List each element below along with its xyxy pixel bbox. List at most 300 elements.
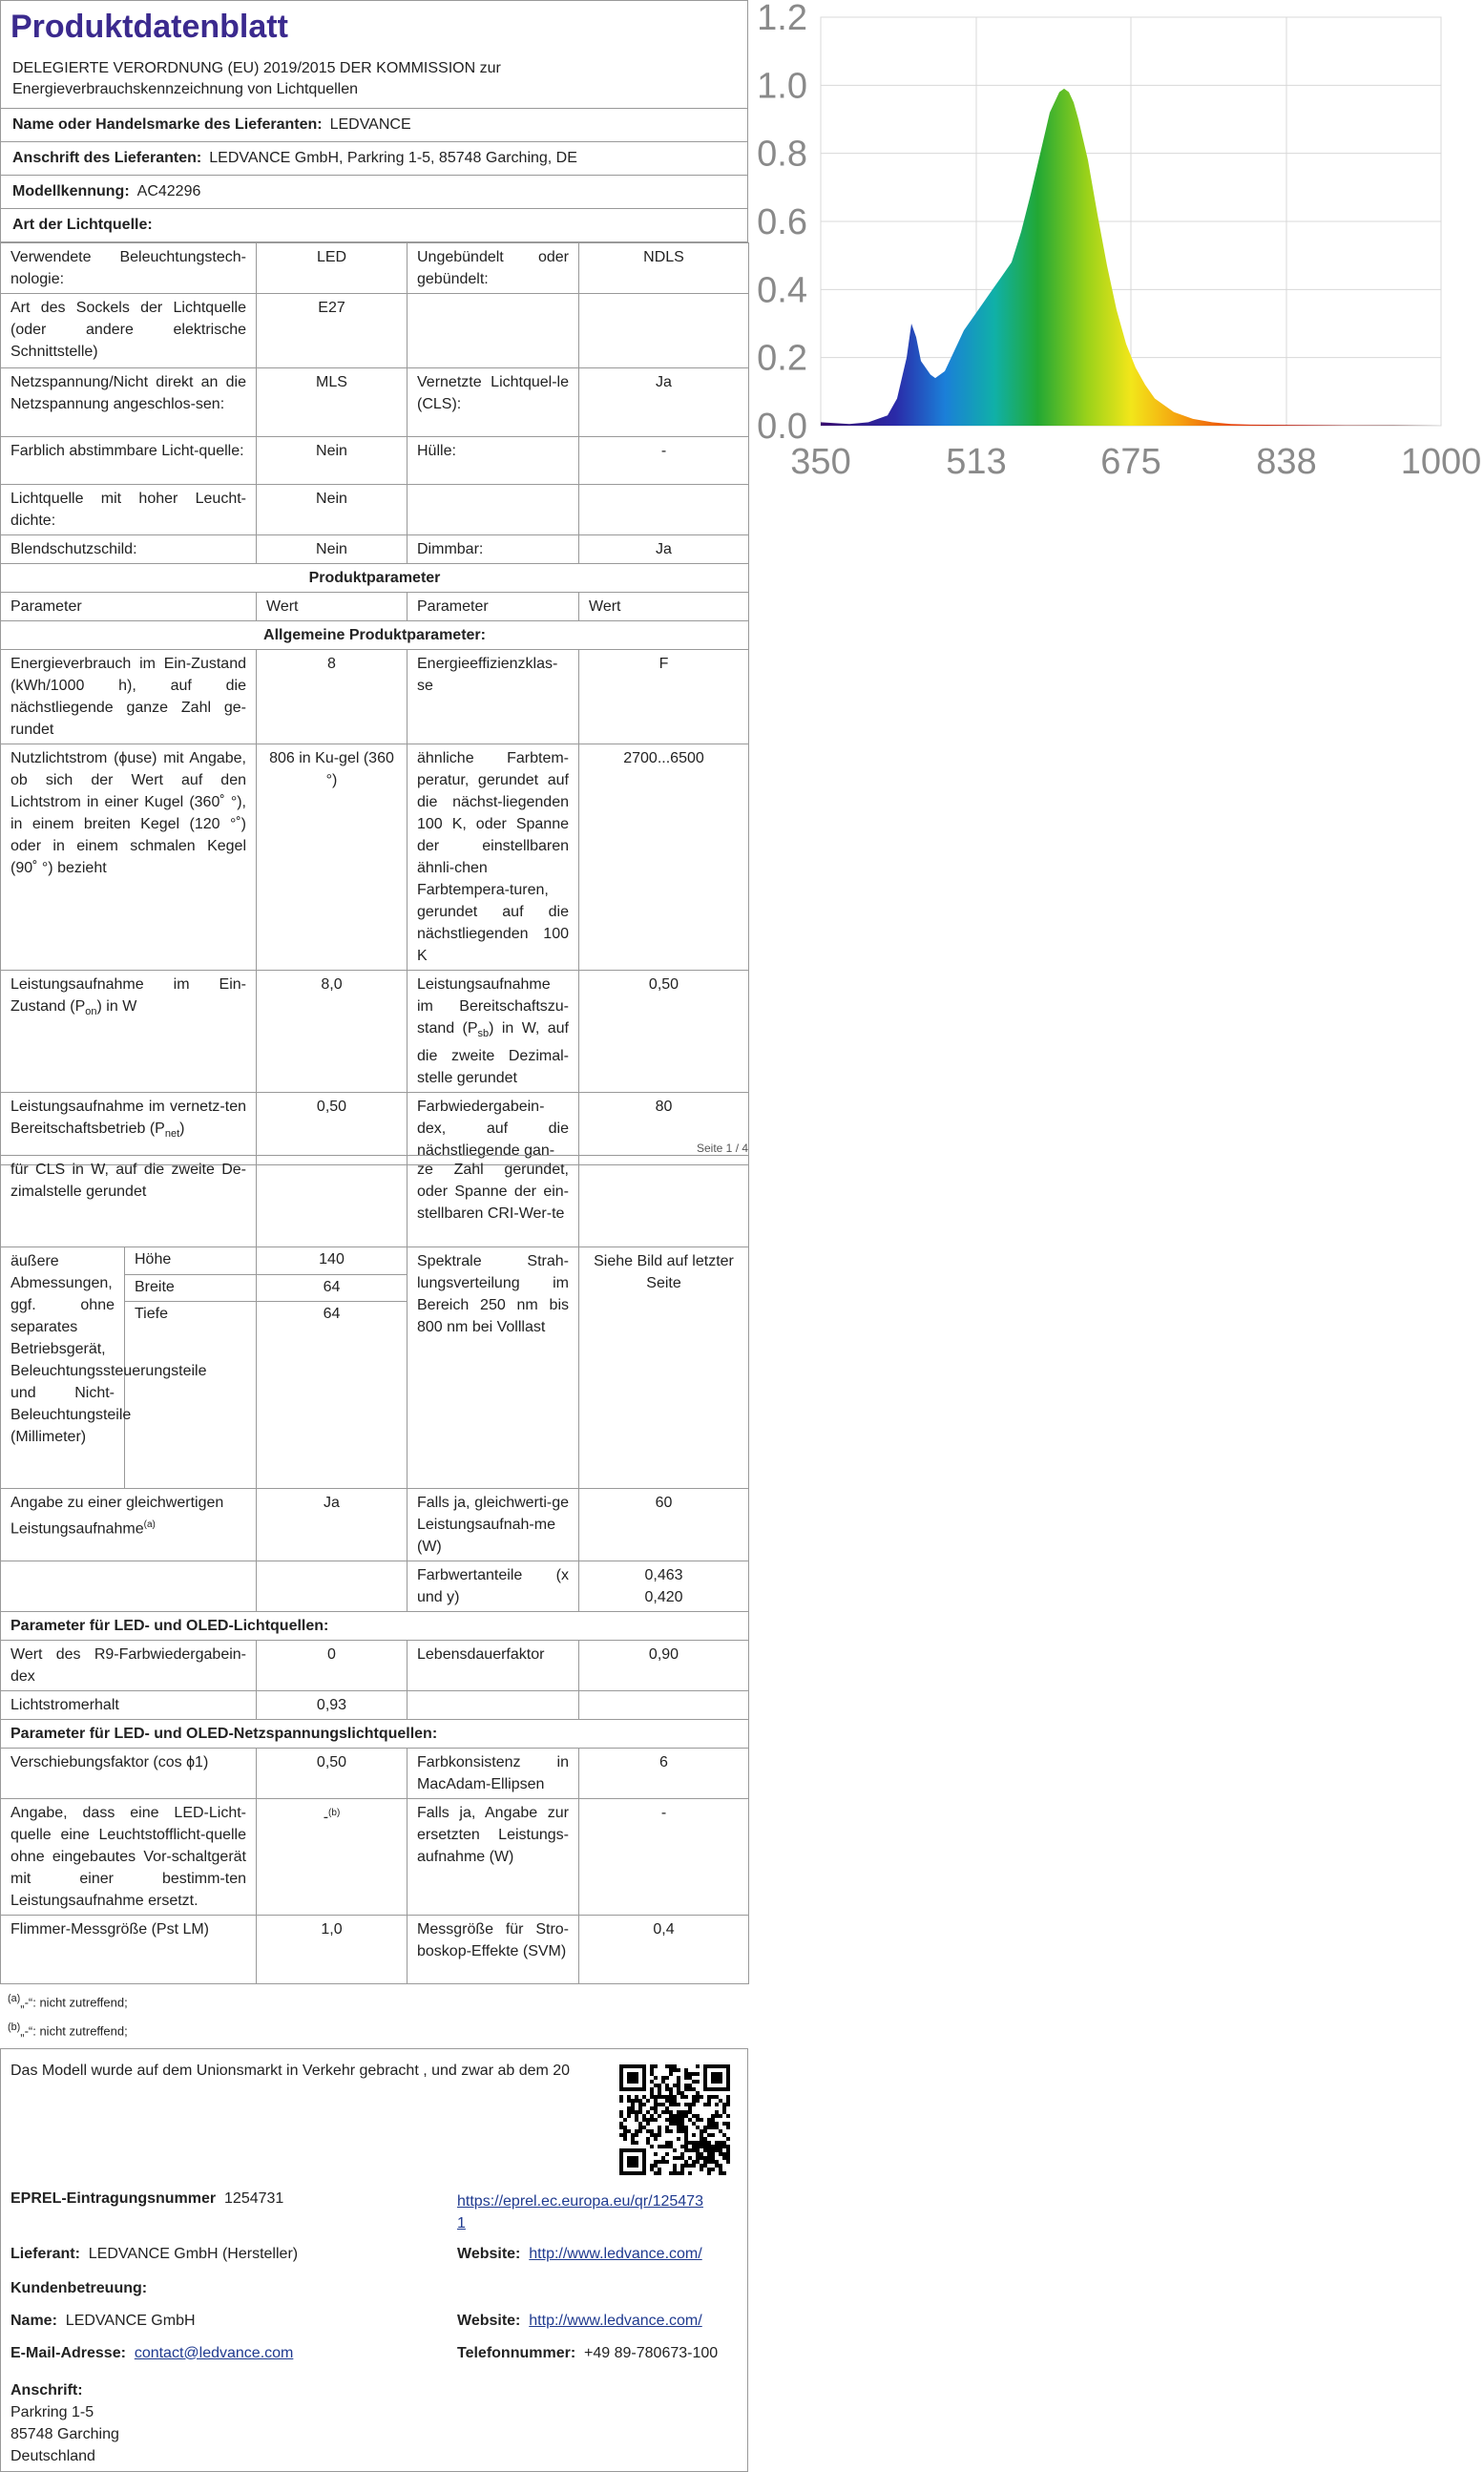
qr-module xyxy=(669,2087,673,2091)
qr-module xyxy=(654,2171,658,2175)
qr-module xyxy=(692,2087,696,2091)
param-label: Messgröße für Stro-boskop-Effekte (SVM) xyxy=(408,1916,579,1984)
param-value: Ja xyxy=(579,535,749,564)
qr-module xyxy=(619,2122,623,2126)
qr-module xyxy=(627,2072,638,2084)
qr-module xyxy=(711,2126,715,2129)
qr-module xyxy=(650,2091,654,2095)
qr-module xyxy=(623,2133,627,2137)
column-header: Parameter xyxy=(408,593,579,621)
qr-module xyxy=(684,2068,688,2072)
table-row xyxy=(1,1691,749,1720)
qr-module xyxy=(726,2114,730,2118)
qr-module xyxy=(684,2137,688,2141)
qr-module xyxy=(692,2164,696,2168)
qr-module xyxy=(711,2152,715,2156)
param-value: 6 xyxy=(579,1749,749,1799)
qr-module xyxy=(677,2137,680,2141)
param-value: Nein xyxy=(257,535,408,564)
qr-module xyxy=(726,2126,730,2129)
qr-module xyxy=(650,2118,654,2122)
qr-module xyxy=(688,2141,692,2145)
qr-module xyxy=(635,2095,638,2099)
table-row xyxy=(1,294,749,368)
phone-label: Telefonnummer: xyxy=(457,2344,576,2361)
qr-module xyxy=(654,2164,658,2168)
qr-module xyxy=(635,2118,638,2122)
qr-module xyxy=(654,2084,658,2087)
qr-module xyxy=(658,2087,661,2091)
qr-module xyxy=(684,2103,688,2106)
qr-module xyxy=(703,2164,707,2168)
dimension-name: Breite xyxy=(125,1274,257,1302)
param-value xyxy=(257,1561,408,1612)
param-label: Lichtstromerhalt xyxy=(1,1691,257,1720)
qr-module xyxy=(677,2091,680,2095)
param-value: MLS xyxy=(257,368,408,437)
cs-website-row xyxy=(457,2313,702,2330)
qr-module xyxy=(692,2148,696,2152)
qr-module xyxy=(627,2114,631,2118)
qr-module xyxy=(646,2141,650,2145)
param-label xyxy=(408,485,579,535)
qr-module xyxy=(673,2068,677,2072)
qr-module xyxy=(680,2156,684,2160)
param-value: Ja xyxy=(257,1489,408,1561)
qr-module xyxy=(688,2106,692,2110)
qr-module xyxy=(669,2095,673,2099)
qr-module xyxy=(696,2145,700,2148)
param-label xyxy=(408,1691,579,1720)
qr-module xyxy=(635,2133,638,2137)
qr-module xyxy=(719,2145,722,2148)
qr-module xyxy=(707,2168,711,2171)
qr-module xyxy=(661,2145,665,2148)
qr-module xyxy=(654,2099,658,2103)
qr-module xyxy=(684,2148,688,2152)
param-value xyxy=(579,1561,749,1612)
qr-module xyxy=(627,2156,638,2168)
address-line: 85748 Garching xyxy=(10,2425,119,2442)
model-value: AC42296 xyxy=(136,183,201,199)
table-row xyxy=(1,744,749,971)
qr-module xyxy=(642,2114,646,2118)
param-value: 806 in Ku-gel (360 °) xyxy=(257,744,408,971)
param-label: Flimmer-Messgröße (Pst LM) xyxy=(1,1916,257,1984)
qr-module xyxy=(707,2156,711,2160)
qr-module xyxy=(635,2141,638,2145)
qr-module xyxy=(650,2145,654,2148)
qr-module xyxy=(684,2129,688,2133)
qr-module xyxy=(684,2145,688,2148)
qr-module xyxy=(665,2160,669,2164)
chroma-x: 0,463 xyxy=(644,1567,683,1583)
param-label: Farbwiedergabein-dex, auf die nächstliegende gan- xyxy=(408,1093,579,1165)
qr-module xyxy=(684,2164,688,2168)
qr-module xyxy=(684,2141,688,2145)
param-value: 0,90 xyxy=(579,1641,749,1691)
supplier-name-label: Name oder Handelsmarke des Lieferanten: xyxy=(12,116,323,133)
table-row xyxy=(1,1561,749,1612)
table-row xyxy=(1,650,749,744)
mains-params-heading: Parameter für LED- und OLED-Netzspannungslichtquellen: xyxy=(1,1720,749,1749)
qr-module xyxy=(669,2114,673,2118)
qr-module xyxy=(627,2110,631,2114)
param-label: Ungebündelt oder gebündelt: xyxy=(408,243,579,294)
qr-module xyxy=(665,2076,669,2080)
qr-module xyxy=(703,2129,707,2133)
qr-module xyxy=(623,2118,627,2122)
cs-phone-row xyxy=(457,2345,718,2362)
qr-module xyxy=(631,2141,635,2145)
qr-module xyxy=(711,2156,715,2160)
param-label: Nutzlichtstrom (ϕuse) mit Angabe, ob sich der Wert auf den Lichtstrom in einer Kugel (360˚ °), in einem breiten Kegel (120 °˚) oder in einem schmalen Kegel (90˚ °) bezieht xyxy=(1,744,257,971)
qr-module xyxy=(680,2171,684,2175)
qr-module xyxy=(619,2114,623,2118)
table-row xyxy=(1,1156,749,1247)
x-tick-label: 1000 xyxy=(1400,442,1482,482)
qr-module xyxy=(688,2084,692,2087)
eprel-label: EPREL-Eintragungsnummer xyxy=(10,2189,217,2207)
qr-module xyxy=(661,2160,665,2164)
cs-name-row xyxy=(10,2313,196,2330)
y-tick-label: 0.8 xyxy=(757,134,807,175)
qr-module xyxy=(635,2099,638,2103)
qr-module xyxy=(673,2084,677,2087)
qr-module xyxy=(722,2133,726,2137)
qr-module xyxy=(673,2168,677,2171)
qr-module xyxy=(677,2080,680,2084)
qr-module xyxy=(688,2171,692,2175)
qr-module xyxy=(684,2087,688,2091)
qr-module xyxy=(669,2072,673,2076)
qr-module xyxy=(722,2110,726,2114)
qr-module xyxy=(619,2126,623,2129)
qr-module xyxy=(680,2164,684,2168)
param-value: 8,0 xyxy=(257,971,408,1093)
dimension-value: 64 xyxy=(257,1274,408,1302)
qr-module xyxy=(654,2160,658,2164)
table-row xyxy=(1,243,749,294)
qr-module xyxy=(665,2152,669,2156)
qr-module xyxy=(627,2099,631,2103)
qr-module xyxy=(650,2114,654,2118)
continued-params-table xyxy=(0,1155,749,1984)
param-label: ze Zahl gerundet, oder Spanne der ein-stellbaren CRI-Wer-te xyxy=(408,1156,579,1247)
website-link[interactable]: http://www.ledvance.com/ xyxy=(529,2245,702,2262)
qr-module xyxy=(661,2095,665,2099)
qr-module xyxy=(696,2064,700,2068)
qr-module xyxy=(680,2122,684,2126)
qr-module xyxy=(703,2137,707,2141)
column-header: Wert xyxy=(579,593,749,621)
qr-module xyxy=(700,2129,703,2133)
param-label: Farblich abstimmbare Licht-quelle: xyxy=(1,437,257,485)
param-value: Siehe Bild auf letzter Seite xyxy=(579,1247,749,1489)
param-value: 0 xyxy=(257,1641,408,1691)
qr-module xyxy=(638,2106,642,2110)
qr-module xyxy=(719,2171,722,2175)
qr-module xyxy=(650,2072,654,2076)
param-label: Falls ja, Angabe zur ersetzten Leistungs-aufnahme (W) xyxy=(408,1799,579,1916)
spectral-chart xyxy=(754,0,1484,515)
qr-module xyxy=(638,2099,642,2103)
x-tick-label: 513 xyxy=(946,442,1007,482)
qr-module xyxy=(703,2145,707,2148)
qr-module xyxy=(684,2114,688,2118)
qr-module xyxy=(665,2126,669,2129)
qr-module xyxy=(638,2129,642,2133)
qr-module xyxy=(700,2168,703,2171)
qr-module xyxy=(726,2137,730,2141)
qr-module xyxy=(669,2064,673,2068)
qr-module xyxy=(711,2168,715,2171)
qr-module xyxy=(680,2152,684,2156)
qr-module xyxy=(684,2133,688,2137)
qr-module xyxy=(658,2168,661,2171)
param-label: Lebensdauerfaktor xyxy=(408,1641,579,1691)
qr-module xyxy=(692,2099,696,2103)
qr-module xyxy=(700,2137,703,2141)
qr-module xyxy=(646,2137,650,2141)
qr-module xyxy=(722,2156,726,2160)
qr-module xyxy=(677,2103,680,2106)
qr-module xyxy=(623,2126,627,2129)
qr-module xyxy=(692,2145,696,2148)
param-label: Falls ja, gleichwerti-ge Leistungsaufnah-me (W) xyxy=(408,1489,579,1561)
x-tick-label: 838 xyxy=(1256,442,1317,482)
qr-module xyxy=(665,2118,669,2122)
qr-module xyxy=(650,2064,654,2068)
qr-module xyxy=(711,2133,715,2137)
qr-module xyxy=(703,2156,707,2160)
param-label: Art des Sockels der Lichtquelle (oder andere elektrische Schnittstelle) xyxy=(1,294,257,368)
qr-module xyxy=(623,2137,627,2141)
qr-module xyxy=(715,2095,719,2099)
qr-module xyxy=(726,2095,730,2099)
type-heading-text: Art der Lichtquelle: xyxy=(12,217,153,233)
supplier-address-label: Anschrift des Lieferanten: xyxy=(12,150,202,166)
qr-module xyxy=(726,2122,730,2126)
qr-module xyxy=(665,2064,669,2068)
qr-module xyxy=(665,2087,669,2091)
address-label: Anschrift: xyxy=(10,2381,83,2399)
y-tick-label: 0.0 xyxy=(757,407,807,447)
eprel-value: 1254731 xyxy=(224,2189,284,2207)
qr-module xyxy=(707,2152,711,2156)
qr-module xyxy=(673,2164,677,2168)
qr-module xyxy=(726,2152,730,2156)
qr-module xyxy=(665,2099,669,2103)
light-source-type-table xyxy=(0,242,749,1165)
qr-module xyxy=(677,2087,680,2091)
qr-module xyxy=(707,2095,711,2099)
address-line: Deutschland xyxy=(10,2447,95,2464)
datasheet-continued xyxy=(0,1155,748,2472)
param-label: Lichtquelle mit hoher Leucht-dichte: xyxy=(1,485,257,535)
qr-module xyxy=(665,2141,669,2145)
qr-module xyxy=(711,2160,715,2164)
param-value: 80 xyxy=(579,1093,749,1165)
qr-module xyxy=(673,2114,677,2118)
param-label: Verschiebungsfaktor (cos ϕ1) xyxy=(1,1749,257,1799)
qr-module xyxy=(707,2141,711,2145)
qr-module xyxy=(658,2171,661,2175)
qr-module xyxy=(688,2087,692,2091)
table-row xyxy=(1,1247,749,1275)
qr-module xyxy=(711,2148,715,2152)
table-row xyxy=(1,1641,749,1691)
phone-value: +49 89-780673-100 xyxy=(584,2344,719,2361)
qr-module xyxy=(680,2145,684,2148)
qr-module xyxy=(715,2103,719,2106)
qr-module xyxy=(711,2114,715,2118)
supplier-info-box xyxy=(0,2048,748,2472)
website-link[interactable]: http://www.ledvance.com/ xyxy=(529,2312,702,2329)
qr-module xyxy=(658,2103,661,2106)
eprel-link[interactable]: https://eprel.ec.europa.eu/qr/1254731 xyxy=(457,2192,703,2231)
qr-module xyxy=(692,2080,696,2084)
qr-module xyxy=(726,2160,730,2164)
param-label: Netzspannung/Nicht direkt an die Netzspannung angeschlos-sen: xyxy=(1,368,257,437)
qr-module xyxy=(673,2122,677,2126)
table-row xyxy=(1,535,749,564)
qr-module xyxy=(658,2114,661,2118)
dimension-value: 64 xyxy=(257,1302,408,1489)
qr-module xyxy=(696,2148,700,2152)
dimension-name: Höhe xyxy=(125,1247,257,1275)
qr-module xyxy=(703,2160,707,2164)
qr-module xyxy=(619,2095,623,2099)
qr-module xyxy=(711,2118,715,2122)
qr-module xyxy=(669,2129,673,2133)
param-value: 8 xyxy=(257,650,408,744)
qr-module xyxy=(684,2110,688,2114)
qr-module xyxy=(654,2118,658,2122)
supplier-row xyxy=(10,2246,298,2263)
qr-module xyxy=(654,2133,658,2137)
param-label: Hülle: xyxy=(408,437,579,485)
dimensions-label: äußere Abmessungen, ggf. ohne separates Betriebsgerät, Beleuchtungssteuerungsteile und Nicht-Beleuchtungsteile (Millimeter) xyxy=(1,1247,125,1489)
footnote-text: „-“: nicht zutreffend; xyxy=(20,1995,128,2010)
footnote-mark: (a) xyxy=(8,1993,21,2004)
qr-module xyxy=(688,2118,692,2122)
qr-module xyxy=(700,2145,703,2148)
qr-module xyxy=(680,2168,684,2171)
qr-module xyxy=(658,2145,661,2148)
qr-module xyxy=(722,2103,726,2106)
qr-module xyxy=(646,2110,650,2114)
qr-module xyxy=(631,2106,635,2110)
table-row xyxy=(1,1749,749,1799)
x-tick-label: 350 xyxy=(790,442,851,482)
qr-module xyxy=(692,2122,696,2126)
qr-module xyxy=(673,2103,677,2106)
qr-module xyxy=(631,2103,635,2106)
qr-module xyxy=(688,2072,692,2076)
footnote-mark: (b) xyxy=(328,1808,341,1818)
qr-module xyxy=(661,2110,665,2114)
qr-module xyxy=(707,2160,711,2164)
qr-module xyxy=(658,2095,661,2099)
qr-module xyxy=(627,2129,631,2133)
chroma-y: 0,420 xyxy=(644,1589,683,1605)
qr-module xyxy=(722,2145,726,2148)
cs-address-block xyxy=(10,2379,119,2467)
qr-module xyxy=(715,2114,719,2118)
qr-module xyxy=(696,2091,700,2095)
param-label: Dimmbar: xyxy=(408,535,579,564)
param-value: Nein xyxy=(257,437,408,485)
qr-module xyxy=(692,2141,696,2145)
website-label: Website: xyxy=(457,2312,521,2329)
datasheet xyxy=(0,0,748,1165)
qr-module xyxy=(661,2103,665,2106)
qr-module xyxy=(711,2095,715,2099)
qr-module xyxy=(669,2141,673,2145)
param-label: Vernetzte Lichtquel-le (CLS): xyxy=(408,368,579,437)
email-link[interactable]: contact@ledvance.com xyxy=(134,2344,294,2361)
qr-module xyxy=(669,2122,673,2126)
qr-module xyxy=(661,2076,665,2080)
qr-module xyxy=(665,2129,669,2133)
qr-module xyxy=(635,2129,638,2133)
qr-module xyxy=(665,2095,669,2099)
model-row xyxy=(0,176,748,209)
qr-module xyxy=(654,2076,658,2080)
qr-module xyxy=(726,2103,730,2106)
param-label: Wert des R9-Farbwiedergabein-dex xyxy=(1,1641,257,1691)
param-value: LED xyxy=(257,243,408,294)
qr-module xyxy=(703,2103,707,2106)
qr-module xyxy=(680,2118,684,2122)
qr-module xyxy=(658,2091,661,2095)
qr-module xyxy=(684,2076,688,2080)
qr-module xyxy=(638,2110,642,2114)
qr-module xyxy=(688,2156,692,2160)
qr-module xyxy=(692,2095,696,2099)
param-label xyxy=(1,1561,257,1612)
param-value: 60 xyxy=(579,1489,749,1561)
qr-module xyxy=(658,2084,661,2087)
param-value: 0,4 xyxy=(579,1916,749,1984)
qr-module xyxy=(658,2133,661,2137)
qr-module xyxy=(722,2106,726,2110)
x-axis-labels xyxy=(790,442,1481,482)
y-tick-label: 1.2 xyxy=(757,0,807,38)
qr-module xyxy=(684,2072,688,2076)
qr-module xyxy=(619,2133,623,2137)
param-value: NDLS xyxy=(579,243,749,294)
footnote-mark: (a) xyxy=(143,1519,156,1530)
qr-module xyxy=(719,2141,722,2145)
qr-module xyxy=(726,2099,730,2103)
email-label: E-Mail-Adresse: xyxy=(10,2344,126,2361)
supplier-website-row xyxy=(457,2246,702,2263)
qr-module xyxy=(635,2110,638,2114)
qr-module xyxy=(619,2099,623,2103)
qr-module xyxy=(715,2145,719,2148)
param-value: 0,93 xyxy=(257,1691,408,1720)
param-label xyxy=(1,1489,257,1561)
supplier-name-value: LEDVANCE xyxy=(329,116,411,133)
qr-module xyxy=(677,2126,680,2129)
qr-module xyxy=(722,2152,726,2156)
qr-module xyxy=(638,2122,642,2126)
qr-module xyxy=(726,2148,730,2152)
qr-module xyxy=(707,2103,711,2106)
qr-module xyxy=(677,2171,680,2175)
